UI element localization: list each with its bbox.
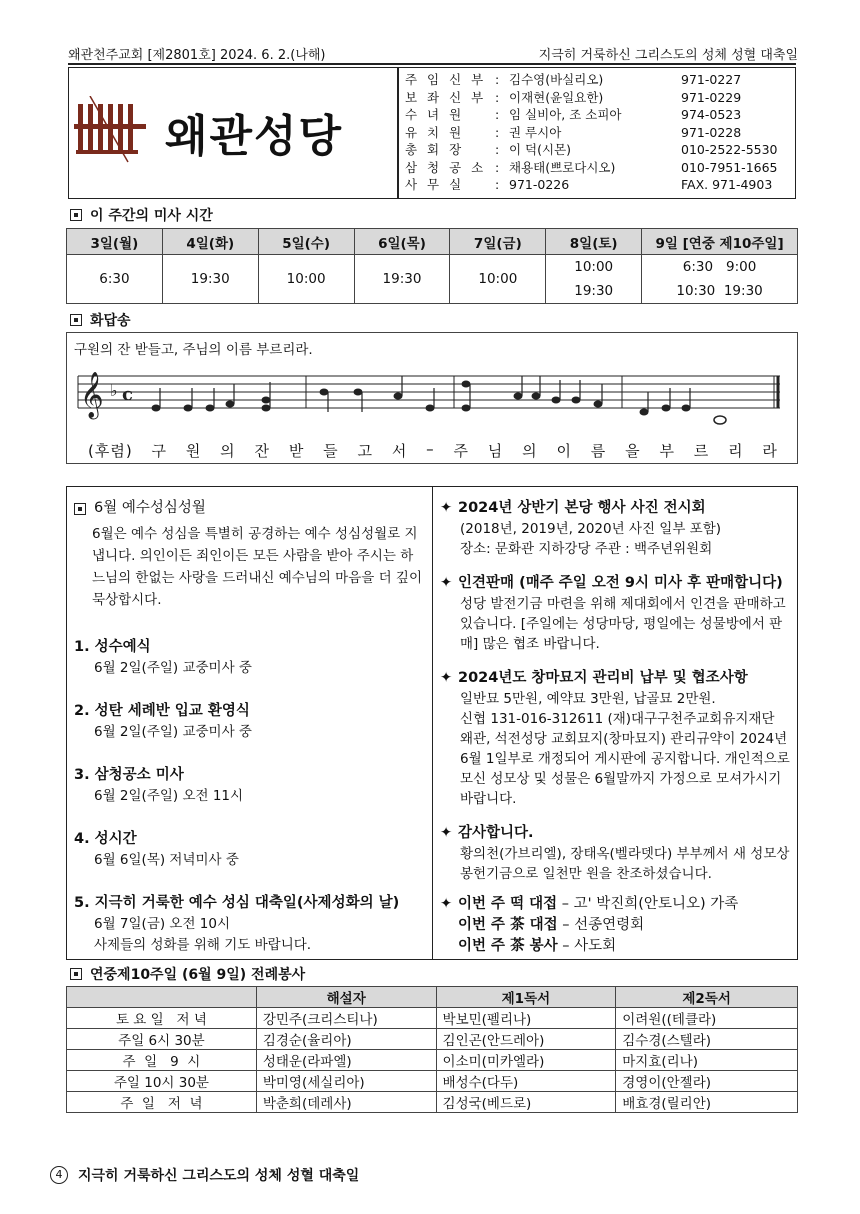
event-detail: 6월 7일(금) 오전 10시 <box>94 916 231 932</box>
event-item <box>74 765 426 807</box>
server-name: 김수경(스텔라) <box>616 1029 798 1050</box>
contact-phone: 974-0523 <box>681 107 742 122</box>
event-heading: 2. 성탄 세례반 입교 환영식 <box>74 703 250 719</box>
contact-name: 권 루시아 <box>509 124 562 140</box>
contact-phone: 010-2522-5530 <box>681 142 778 157</box>
june-month-title: 6월 예수성심성월 <box>74 498 426 519</box>
square-bullet-icon <box>70 209 82 221</box>
server-name: 강민주(크리스티나) <box>256 1008 436 1029</box>
event-detail: 6월 6일(목) 저녁미사 중 <box>94 852 239 868</box>
lyric-syllable: 고 <box>357 442 373 460</box>
staff-contacts <box>398 67 796 199</box>
mass-schedule-table <box>66 228 798 304</box>
server-name: 박춘희(데레사) <box>256 1092 436 1113</box>
contact-phone: 010-7951-1665 <box>681 159 778 175</box>
contact-role: 사 무 실 <box>405 177 465 192</box>
contact-phone: 971-0229 <box>681 89 742 105</box>
lyric-syllable: 구 <box>151 442 168 460</box>
lyric-syllable: 님 <box>487 442 504 460</box>
contact-name: 김수영(바실리오) <box>509 72 604 87</box>
mass-time-cell: 6:30 9:00 10:30 19:30 <box>642 255 798 304</box>
duty-row <box>67 1008 798 1029</box>
lyric-syllable: 름 <box>590 442 607 460</box>
weekly-duty-label: 이번 주 茶 봉사 <box>458 938 558 954</box>
psalm-section-title: 화답송 <box>70 310 131 330</box>
server-name: 김경순(율리아) <box>256 1029 436 1050</box>
contact-row <box>405 141 789 159</box>
contact-role: 주 임 신 부 <box>405 72 487 87</box>
mass-label: 주 일 저 녁 <box>67 1092 257 1113</box>
server-name: 마지효(리나) <box>616 1050 798 1071</box>
mass-section-title: 이 주간의 미사 시간 <box>70 205 213 225</box>
duty-header: 제2독서 <box>616 987 798 1008</box>
star-bullet-icon: ✦ <box>440 670 453 686</box>
lyric-syllable: 의 <box>522 442 538 460</box>
contact-role: 삼 청 공 소 <box>405 159 487 175</box>
server-name: 이려원((테클라) <box>616 1008 798 1029</box>
mass-time-cell: 19:30 <box>354 255 450 304</box>
contact-role: 총 회 장 <box>405 142 465 157</box>
notice-text: 왜관, 석전성당 교회묘지(창마묘지) 관리규약이 2024년 6월 1일부로 개정되어 게시판에 공지합니다. 개인적으로 모신 성모상 및 성물은 6월말까지 가정으로 모셔가시기 바랍니다. <box>460 731 790 807</box>
server-name: 이소미(미카엘라) <box>436 1050 616 1071</box>
psalm-score <box>74 362 784 432</box>
lyric-syllable: 들 <box>323 442 339 460</box>
page-footer <box>50 1165 359 1185</box>
contact-role: 보 좌 신 부 <box>405 89 487 105</box>
duty-header: 제1독서 <box>436 987 616 1008</box>
lyric-syllable: 주 <box>453 442 469 460</box>
weekly-duty <box>440 894 792 915</box>
notice-heading <box>440 823 792 844</box>
column-divider <box>432 486 433 960</box>
lyric-syllable: 부 <box>659 442 675 460</box>
duty-row <box>67 1029 798 1050</box>
contact-phone: 971-0228 <box>681 124 742 140</box>
weekly-duty-label: 이번 주 茶 대접 <box>458 917 558 933</box>
mass-day-header: 6일(목) <box>354 229 450 255</box>
contact-name: 971-0226 <box>509 177 570 192</box>
notice-text: 성당 발전기금 마련을 위해 제대회에서 인견을 판매하고 있습니다. [주일에는 성당마당, 평일에는 성물방에서 판매] 많은 협조 바랍니다. <box>460 596 786 652</box>
contact-row <box>405 159 789 177</box>
event-heading: 3. 삼청공소 미사 <box>74 767 184 783</box>
lyric-syllable: 의 <box>220 442 236 460</box>
weekly-duty <box>440 936 792 957</box>
server-name: 배성수(다두) <box>436 1071 616 1092</box>
notice-heading-text: 2024년 상반기 본당 행사 사진 전시회 <box>458 500 706 516</box>
contact-row <box>405 124 789 142</box>
colon: : <box>495 124 500 140</box>
church-name-logo: 왜관성당 <box>165 111 344 162</box>
server-name: 박보민(펠리나) <box>436 1008 616 1029</box>
weekly-duty-label: 이번 주 떡 대접 <box>458 896 558 912</box>
notice-heading-text: 감사합니다. <box>458 825 534 841</box>
event-item <box>74 893 426 956</box>
psalm-lyrics <box>88 440 778 461</box>
lyric-syllable: 서 <box>391 442 408 460</box>
notice-heading-text: 2024년도 창마묘지 관리비 납부 및 협조사항 <box>458 670 748 686</box>
contact-row <box>405 176 789 194</box>
lyric-syllable: 라 <box>762 442 778 460</box>
colon: : <box>495 142 500 157</box>
mass-time-cell: 6:30 <box>67 255 163 304</box>
page-number: 4 <box>50 1166 68 1184</box>
issue-info: 왜관천주교회 [제2801호] 2024. 6. 2.(나해) <box>68 48 326 63</box>
mass-day-header: 9일 [연중 제10주일] <box>642 229 798 255</box>
contact-name: 이 덕(시몬) <box>509 142 572 157</box>
duty-row <box>67 1050 798 1071</box>
notice-item <box>440 823 792 884</box>
mass-day-header: 3일(월) <box>67 229 163 255</box>
contact-name: 이재현(윤일요한) <box>509 89 604 105</box>
footer-title: 지극히 거룩하신 그리스도의 성체 성혈 대축일 <box>78 1168 360 1184</box>
square-bullet-icon <box>70 314 82 326</box>
notice-heading <box>440 668 792 689</box>
weekly-duty-value: – 사도회 <box>557 938 617 954</box>
church-logo-icon <box>72 96 152 166</box>
notice-item <box>440 668 792 809</box>
contact-phone: FAX. 971-4903 <box>681 177 773 192</box>
header-rule <box>68 63 796 65</box>
mass-time-cell: 10:00 <box>450 255 546 304</box>
colon: : <box>495 177 500 192</box>
duty-header <box>67 987 257 1008</box>
weekly-duty-value: – 고' 박진희(안토니오) 가족 <box>557 896 739 912</box>
notice-item <box>440 498 792 559</box>
lyric-syllable: 원 <box>185 442 202 460</box>
contact-role: 유 치 원 <box>405 124 465 140</box>
notice-text: 신협 131-016-312611 (재)대구구천주교회유지재단 <box>460 711 775 727</box>
contact-row <box>405 106 789 124</box>
notice-text: 장소: 문화관 지하강당 주관 : 백주년위원회 <box>460 541 713 557</box>
server-name: 김성국(베드로) <box>436 1092 616 1113</box>
colon: : <box>495 72 500 87</box>
notice-heading-text: 인견판매 (매주 주일 오전 9시 미사 후 판매합니다) <box>458 575 783 591</box>
notice-text: (2018년, 2019년, 2020년 사진 일부 포함) <box>460 521 722 537</box>
notice-heading <box>440 498 792 519</box>
duty-header: 해설자 <box>256 987 436 1008</box>
feast-title: 지극히 거룩하신 그리스도의 성체 성혈 대축일 <box>538 48 798 63</box>
contact-row <box>405 71 789 89</box>
lyric-syllable: 을 <box>625 442 641 460</box>
event-detail: 6월 2일(주일) 오전 11시 <box>94 788 244 804</box>
lyric-syllable: 르 <box>693 442 710 460</box>
mass-day-header: 5일(수) <box>258 229 354 255</box>
notice-text: 일반묘 5만원, 예약묘 3만원, 납골묘 2만원. <box>460 691 716 707</box>
notice-heading <box>440 573 792 594</box>
mass-day-header: 7일(금) <box>450 229 546 255</box>
colon: : <box>495 89 500 105</box>
contact-phone: 971-0227 <box>681 72 742 87</box>
lyric-syllable: (후렴) <box>88 442 133 460</box>
mass-label: 주일 6시 30분 <box>67 1029 257 1050</box>
notice-text: 황의천(가브리엘), 장태옥(벨라뎃다) 부부께서 새 성모상 봉헌기금으로 일천만 원을 찬조하셨습니다. <box>460 846 790 882</box>
contact-name: 임 실비아, 조 소피아 <box>509 107 622 122</box>
mass-time-cell: 19:30 <box>162 255 258 304</box>
star-bullet-icon: ✦ <box>440 896 453 912</box>
duty-row <box>67 1071 798 1092</box>
event-item <box>74 637 426 679</box>
server-name: 경영이(안젤라) <box>616 1071 798 1092</box>
notice-item <box>440 573 792 654</box>
weekly-duty <box>440 915 792 936</box>
left-column <box>74 498 426 956</box>
event-item <box>74 829 426 871</box>
event-heading: 1. 성수예식 <box>74 639 151 655</box>
right-column <box>440 498 792 957</box>
bulletin-header <box>68 44 798 63</box>
mass-label: 주 일 9 시 <box>67 1050 257 1071</box>
mass-day-header: 4일(화) <box>162 229 258 255</box>
mass-label: 주일 10시 30분 <box>67 1071 257 1092</box>
event-detail: 6월 2일(주일) 교중미사 중 <box>94 724 252 740</box>
psalm-response-text: 구원의 잔 받들고, 주님의 이름 부르리라. <box>74 342 313 358</box>
svg-text:𝄞: 𝄞 <box>80 372 104 418</box>
lyric-syllable: 잔 <box>254 442 270 460</box>
server-name: 김인곤(안드레아) <box>436 1029 616 1050</box>
mass-label: 토 요 일 저 녁 <box>67 1008 257 1029</box>
svg-text:c: c <box>122 384 133 405</box>
duty-row <box>67 1092 798 1113</box>
lyric-syllable: 리 <box>728 442 744 460</box>
mass-time-cell: 10:00 19:30 <box>546 255 642 304</box>
star-bullet-icon: ✦ <box>440 500 453 516</box>
mass-time-cell: 10:00 <box>258 255 354 304</box>
contact-name: 채용태(쁘로다시오) <box>509 159 616 175</box>
contact-row <box>405 89 789 107</box>
contact-role: 수 녀 원 <box>405 107 465 122</box>
event-heading: 5. 지극히 거룩한 예수 성심 대축일(사제성화의 날) <box>74 895 400 911</box>
mass-day-header: 8일(토) <box>546 229 642 255</box>
liturgy-duty-table <box>66 986 798 1113</box>
square-bullet-icon <box>74 503 86 515</box>
star-bullet-icon: ✦ <box>440 825 453 841</box>
event-detail: 사제들의 성화를 위해 기도 바랍니다. <box>94 937 312 953</box>
event-detail: 6월 2일(주일) 교중미사 중 <box>94 660 252 676</box>
server-name: 성태운(라파엘) <box>256 1050 436 1071</box>
june-intro-text: 6월은 예수 성심을 특별히 공경하는 예수 성심성월로 지냅니다. 의인이든 죄인이든 모든 사람을 받아 주시는 하느님의 한없는 사랑을 드러내신 예수님의 마음을 더 깊이 묵상합시다. <box>92 526 422 608</box>
colon: : <box>495 159 500 175</box>
weekly-duty-value: – 선종연령회 <box>557 917 645 933</box>
colon: : <box>495 107 500 122</box>
lyric-syllable: – <box>426 440 435 458</box>
svg-text:♭: ♭ <box>110 381 118 400</box>
server-name: 박미영(세실리아) <box>256 1071 436 1092</box>
star-bullet-icon: ✦ <box>440 575 453 591</box>
lyric-syllable: 받 <box>288 442 305 460</box>
server-name: 배효경(릴리안) <box>616 1092 798 1113</box>
event-item <box>74 701 426 743</box>
duty-section-title: 연중제10주일 (6월 9일) 전례봉사 <box>70 964 305 984</box>
event-heading: 4. 성시간 <box>74 831 137 847</box>
square-bullet-icon <box>70 968 82 980</box>
lyric-syllable: 이 <box>556 442 572 460</box>
